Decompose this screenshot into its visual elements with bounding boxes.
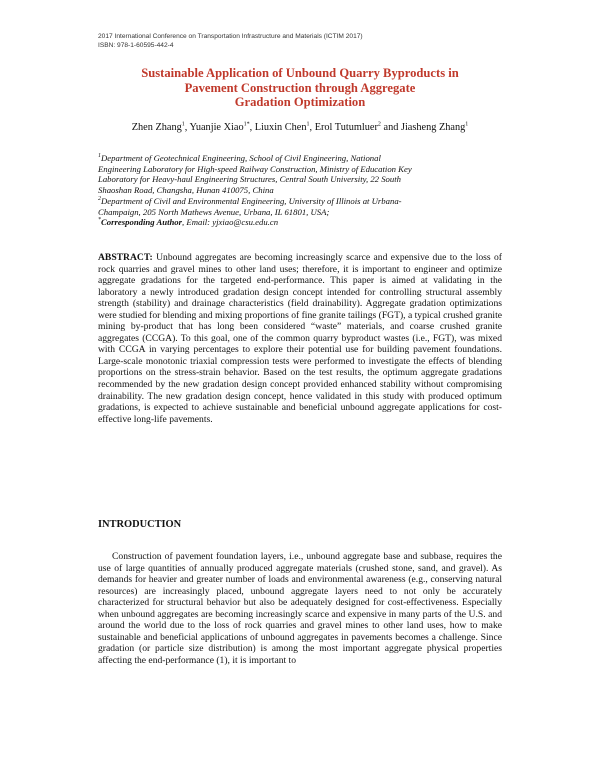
affiliation-line: Shaoshan Road, Changsha, Hunan 410075, China	[98, 185, 274, 196]
conference-name: 2017 International Conference on Transportation Infrastructure and Materials (ICTIM 2017)	[98, 33, 363, 40]
title-line-3: Gradation Optimization	[234, 95, 366, 110]
affiliation-line: $^1$Department of Geotechnical Engineering, School of Civil Engineering, National	[98, 153, 381, 163]
abstract-label: ABSTRACT:	[98, 252, 153, 263]
author-name: Erol Tutumluer	[314, 122, 378, 133]
paper-title	[98, 66, 502, 110]
isbn: ISBN: 978-1-60595-442-4	[98, 41, 174, 49]
author-affiliation-mark: 1	[181, 121, 185, 128]
affiliation-line: $^2$Department of Civil and Environmental Engineering, University of Illinois at Urbana-	[98, 195, 402, 206]
affiliation-mark: 2	[98, 195, 101, 202]
section-heading-introduction: INTRODUCTION	[98, 519, 182, 530]
corresponding-author	[98, 217, 502, 228]
author-separator: ,	[309, 122, 315, 133]
author-affiliation-mark: 1	[465, 121, 469, 128]
corresponding-mark: *	[98, 217, 101, 224]
author-name: Jiasheng Zhang	[400, 122, 466, 133]
author-affiliation-mark: 2	[377, 121, 381, 128]
author-name: Yuanjie Xiao	[189, 122, 244, 133]
author-name: Liuxin Chen	[254, 122, 307, 133]
affiliations	[98, 153, 502, 228]
affiliation-line: Champaign, 205 North Mathews Avenue, Urbana, IL 61801, USA;	[98, 206, 330, 217]
author-separator: ,	[249, 122, 255, 133]
corresponding-label: Corresponding Author	[101, 217, 183, 228]
author-affiliation-mark: 1	[306, 121, 310, 128]
author-separator: ,	[184, 122, 190, 133]
author-affiliation-mark: 1*	[243, 121, 250, 128]
author-name: Zhen Zhang	[131, 122, 182, 133]
affiliation-line: Laboratory for Heavy-haul Engineering Structures, Central South University, 22 South	[98, 174, 401, 185]
author-separator: and	[380, 122, 401, 133]
abstract-text: Unbound aggregates are becoming increasingly scarce and expensive due to the loss of rock quarries and gravel mines to other land uses; therefore, it is important to engineer and optimize aggregate gradations for the targeted end-performance. This paper is aimed at validating in the laboratory a newly introduced gradation design concept intended for controlling structural assembly strength (stability) and drainage characteristics (field drainability). Aggregate gradation optimizations were studied for blending and mixing proportions of fine granite tailings (FGT), a typical crushed granite mining by-product that has long been considered “waste” materials, and coarse crushed granite aggregates (CCGA). To this goal, one of the common quarry byproduct wastes (i.e., FGT), was mixed with CCGA in varying percentages to explore their potential use for building pavement foundations. Large-scale monotonic triaxial compression tests were performed to investigate the effects of blending proportions on the stress-strain behavior. Based on the test results, the optimum aggregate gradations recommended by the new gradation design concept provided enhanced stability without compromising drainability. The new gradation design concept, hence validated in this study with produced optimum gradations, is expected to achieve sustainable and beneficial unbound aggregate applications for cost-effective long-life pavements.	[98, 252, 502, 425]
affiliation-mark: 1	[98, 153, 101, 160]
corresponding-email: , Email: yjxiao@csu.edu.cn	[182, 217, 279, 228]
author-list	[98, 122, 502, 133]
introduction-body	[98, 551, 502, 666]
abstract	[98, 252, 502, 425]
title-line-1: Sustainable Application of Unbound Quarry Byproducts in	[141, 66, 459, 80]
introduction-paragraph: Construction of pavement foundation layers, i.e., unbound aggregate base and subbase, requires the use of large quantities of annually produced aggregate materials (crushed stone, sand, and gravel). As demands for heavier and greater number of loads and environmental awareness (e.g., conserving natural resources) are increasingly placed, unbound aggregate layers need to not only be accurately characterized for structural behavior but also be adequately designed for cost-effectiveness. Especially when unbound aggregates are becoming increasingly scarce and expensive in many parts of the U.S. and around the world due to the loss of rock quarries and gravel mines to other land uses, how to make sustainable and beneficial applications of unbound aggregates in pavements becomes a challenge. Since gradation (or particle size distribution) is among the most important aggregate physical properties affecting the end-performance (1), it is important to	[98, 551, 502, 666]
title-line-2: Pavement Construction through Aggregate	[184, 80, 416, 95]
conference-header	[98, 33, 518, 50]
affiliation-line: Engineering Laboratory for High-speed Railway Construction, Ministry of Education Key	[98, 163, 412, 174]
